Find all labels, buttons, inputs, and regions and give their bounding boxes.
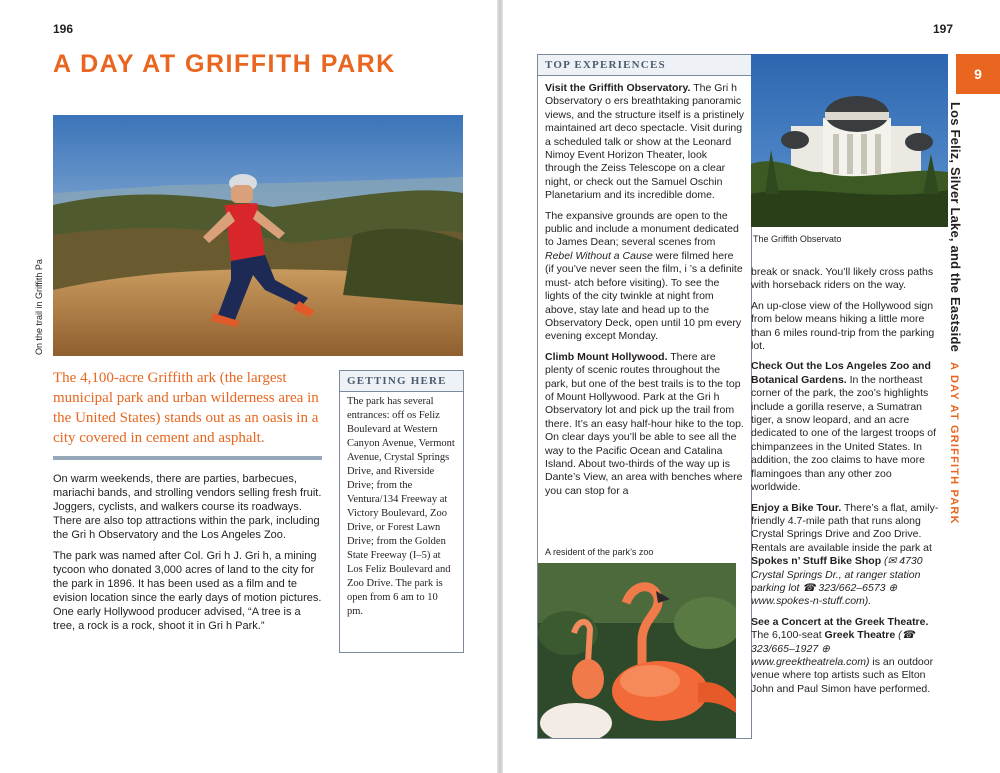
top-experiences-text [538, 76, 751, 498]
box-text: The park has several entrances: off os Feliz Boulevard at Western Canyon Avenue, Vermont Avenue, Crystal Springs Drive, and Riverside Drive; from the Ventura/134 Freeway at Victory Boulevard, Zoo Drive, or Forest Lawn Drive; from the Golden State Freeway (I–5) at Los Feliz Boulevard and Zoo Drive. The park is open from 6 am to 10 pm. [347, 396, 455, 617]
page-number: 196 [53, 22, 74, 36]
getting-here-box [339, 370, 464, 653]
section-title: A DAY AT GRIFFITH PARK [948, 362, 960, 525]
zoo-caption: A resident of the park’s zoo [545, 547, 654, 557]
chapter-side-title [946, 102, 964, 525]
item-text: is an outdoor venue where top artists such as Elton John and Paul Simon have performed. [751, 655, 934, 695]
intro-text: The 4,100-acre Griffith ark (the largest municipal park and urban wilderness area in the United States) stands out as an oasis in a city covered in cement and asphalt. [53, 370, 319, 446]
divider [53, 456, 322, 460]
paragraph: break or snack. You’ll likely cross paths with horseback riders on the way. [751, 266, 934, 292]
item-text: There’s a flat, amily-friendly 4.7-mile path that runs along Crystal Springs Drive and Zoo Drive. Rentals are available inside the park at [751, 501, 939, 554]
bike-shop-name: Spokes n’ Stuff Bike Shop [751, 555, 882, 568]
item-text: The expansive grounds are open to the public and include a monument dedicated to James Dean; several scenes from [545, 209, 739, 249]
body-text [53, 472, 323, 640]
runner-photo [53, 115, 463, 356]
paragraph [751, 616, 943, 696]
item-heading: Enjoy a Bike Tour. [751, 501, 842, 514]
right-page [503, 0, 1000, 773]
item-text: The 6,100-seat [751, 629, 825, 642]
page-number: 197 [933, 22, 954, 36]
bike-shop-address: (✉ 4730 Crystal Springs Dr., at ranger station parking lot ☎ 323/662–6573 ⊕ www.spokes-n-stuff.com). [751, 555, 923, 608]
item-text: There are plenty of scenic routes throughout the park, but one of the best trails is to the top of Mount Hollywood. Park at the Gri h Observatory lot and pick up the trail from there. It’s an easy half-hour hike to the top. On clear days you’ll be able to see all the way to the Pacific Ocean and Catalina Island. About two-thirds of the way up is Dante’s View, an area with benches where you can stop for a [545, 350, 744, 497]
box-heading: GETTING HERE [340, 371, 463, 392]
paragraph: An up-close view of the Hollywood sign from below means hiking a little more than 6 miles round-trip from the parking lot. [751, 299, 935, 353]
paragraph [545, 351, 744, 498]
observatory-photo [751, 54, 948, 227]
chapter-tab: 9 [956, 54, 1000, 94]
paragraph [751, 360, 943, 494]
film-title: Rebel Without a Cause [545, 249, 653, 262]
flamingo-photo [538, 563, 736, 738]
item-text: were filmed here (if you’ve never seen the film, i ’s a definite must- atch before visiting). To see the lights of the city twinkle at night from above, stay late and head up to the Observatory Deck, open until 10 pm every evening except Monday. [545, 249, 743, 343]
paragraph [751, 502, 943, 609]
paragraph: The park was named after Col. Gri h J. Gri h, a mining tycoon who donated 3,000 acres of land to the city for the park in 1896. It has been used as a film and te evision location since the early days of motion pictures. One early Hollywood producer advised, “A tree is a tree, a rock is a rock, shoot it in Gri h Park.” [53, 550, 322, 632]
photo-caption: On the trail in Griffith Pa [34, 259, 44, 355]
venue-name: Greek Theatre [824, 629, 896, 642]
box-heading: TOP EXPERIENCES [538, 55, 751, 76]
item-heading: Climb Mount Hollywood. [545, 350, 668, 363]
left-page [0, 0, 497, 773]
paragraph: On warm weekends, there are parties, barbecues, mariachi bands, and strolling vendors selling fresh fruit. Joggers, cyclists, and walkers course its roadways. There are also top attractions within the park, including the Gri h Observatory and the Los Angeles Zoo. [53, 473, 322, 541]
top-experiences-box [537, 54, 752, 739]
page-title: A DAY AT GRIFFITH PARK [53, 50, 396, 78]
item-heading: Check Out the Los Angeles Zoo and Botanical Gardens. [751, 360, 931, 386]
item-text: In the northeast corner of the park, the zoo’s highlights include a gorilla reserve, a Sumatran tiger, a snow leopard, and an acre dedicated to one of the largest troops of chimpanzees in the United States. In addition, the zoo claims to have more flamingoes than any other zoo worldwide. [751, 373, 937, 494]
venue-contact: (☎ 323/665–1927 ⊕ www.greektheatrela.com) [751, 629, 915, 668]
chapter-title: Los Feliz, Silver Lake, and the Eastside [948, 102, 963, 353]
paragraph [545, 82, 744, 203]
observatory-caption: The Griffith Observato [753, 234, 842, 244]
item-heading: Visit the Griffith Observatory. [545, 82, 691, 94]
item-text: The Gri h Observatory o ers breathtaking panoramic views, and the structure itself is a pristinely maintained art deco spectacle. Visit during a scheduled talk or show at the Leonard Nimoy Event Horizon Theater, look through the Zeiss Telescope on a clear night, or check out the Samuel Oschin Planetarium and its incredible dome. [545, 82, 744, 202]
right-column-text [751, 266, 943, 703]
paragraph [545, 210, 744, 344]
item-heading: See a Concert at the Greek Theatre. [751, 615, 929, 628]
